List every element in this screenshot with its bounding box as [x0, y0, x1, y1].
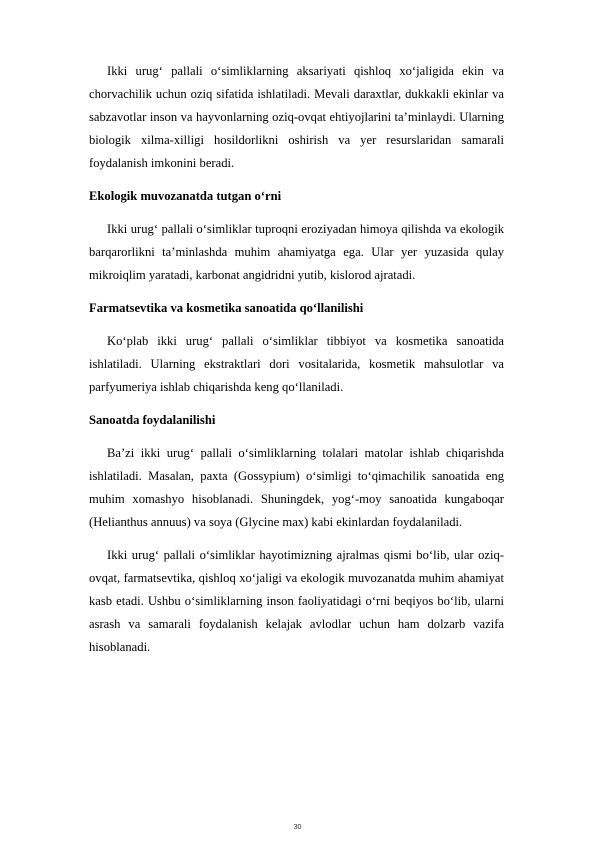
page-number: 30: [293, 824, 302, 831]
spacer: [89, 287, 504, 297]
paragraph-pharmaceutics: Ko‘plab ikki urug‘ pallali o‘simliklar tibbiyot va kosmetika sanoatida ishlatiladi. Ularning ekstraktlari dori vositalarida, kosmetik mahsulotlar va parfyumeriya ishlab chiqarishda keng qo‘llaniladi.: [89, 334, 504, 394]
spacer: [89, 175, 504, 185]
section-heading-ecology: Ekologik muvozanatda tutgan o‘rni: [89, 189, 282, 203]
spacer: [89, 399, 504, 409]
spacer: [89, 432, 504, 442]
paragraph-industry: Ba’zi ikki urug‘ pallali o‘simliklarning tolalari matolar ishlab chiqarishda ishlatiladi. Masalan, paxta (Gossypium) o‘simligi to‘qimachilik sanoatida eng muhim xomashyo hisoblanadi. Shuningdek, yog‘-moy sanoatida kungaboqar (Helianthus annuus) va soya (Glycine max) kabi ekinlardan foydalaniladi.: [89, 446, 504, 529]
spacer: [89, 208, 504, 218]
spacer: [89, 534, 504, 544]
document-page: [89, 60, 504, 659]
paragraph-ecology: Ikki urug‘ pallali o‘simliklar tuproqni eroziyadan himoya qilishda va ekologik barqarorlikni ta’minlashda muhim ahamiyatga ega. Ular yer yuzasida qulay mikroiqlim yaratadi, karbonat angidridni yutib, kislorod ajratadi.: [89, 222, 504, 282]
section-heading-industry: Sanoatda foydalanilishi: [89, 413, 216, 427]
section-heading-pharmaceutics: Farmatsevtika va kosmetika sanoatida qo‘llanilishi: [89, 301, 364, 315]
paragraph-conclusion: Ikki urug‘ pallali o‘simliklar hayotimizning ajralmas qismi bo‘lib, ular oziq-ovqat, farmatsevtika, qishloq xo‘jaligi va ekologik muvozanatda muhim ahamiyat kasb etadi. Ushbu o‘simliklarning inson faoliyatidagi o‘rni beqiyos bo‘lib, ularni asrash va samarali foydalanish kelajak avlodlar uchun ham dolzarb vazifa hisoblanadi.: [89, 548, 504, 654]
spacer: [89, 320, 504, 330]
paragraph-agriculture: Ikki urug‘ pallali o‘simliklarning aksariyati qishloq xo‘jaligida ekin va chorvachilik uchun oziq sifatida ishlatiladi. Mevali daraxtlar, dukkakli ekinlar va sabzavotlar inson va hayvonlarning oziq-ovqat ehtiyojlarini ta’minlaydi. Ularning biologik xilma-xilligi hosildorlikni oshirish va yer resurslaridan samarali foydalanish imkonini beradi.: [89, 64, 504, 170]
